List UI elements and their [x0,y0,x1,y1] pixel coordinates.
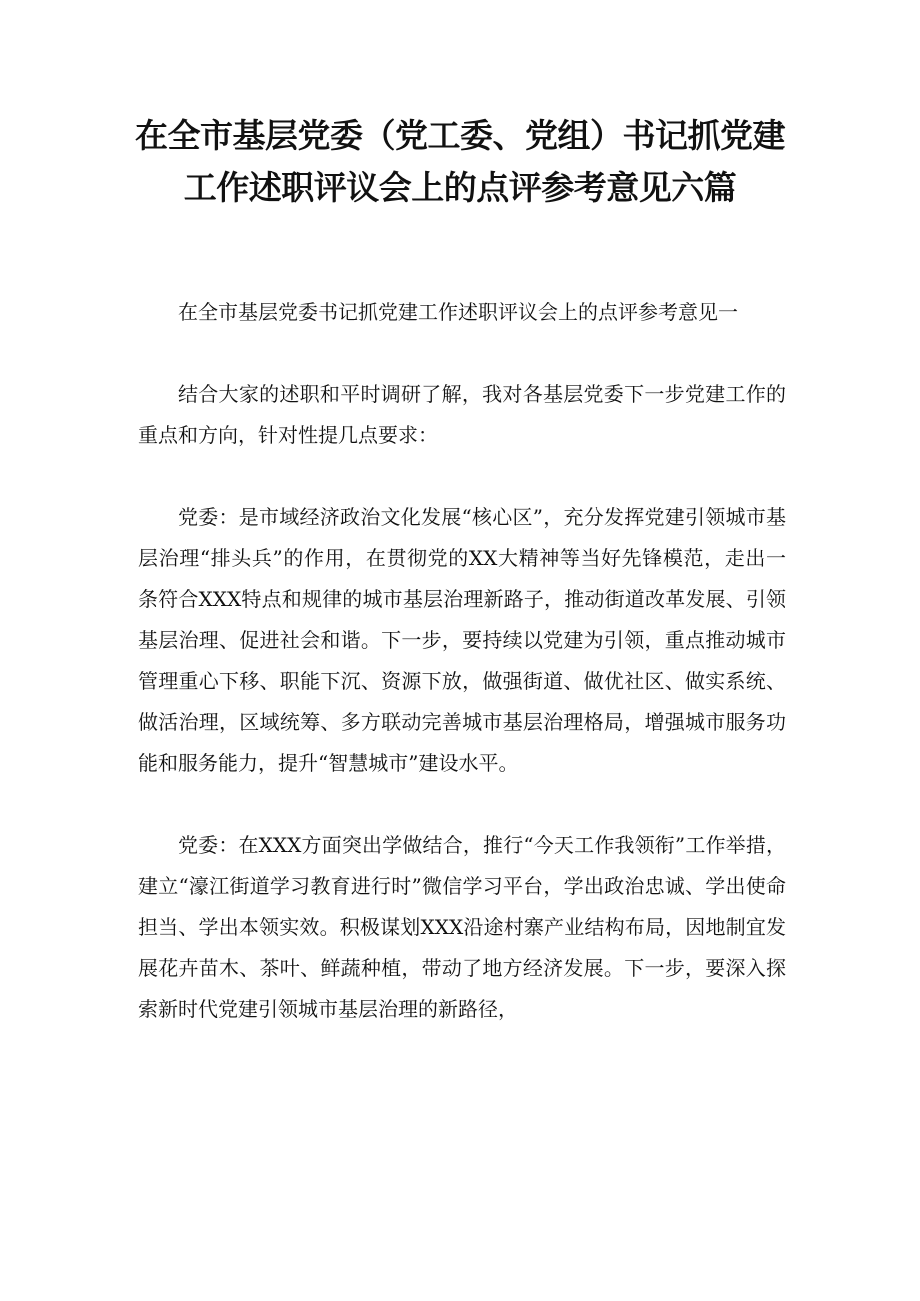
document-body [138,292,786,1030]
title-line-2: 工作述职评议会上的点评参考意见六篇 [183,168,737,207]
body-paragraph: 党委：是市域经济政治文化发展“核心区”，充分发挥党建引领城市基层治理“排头兵”的作用，在贯彻党的XX大精神等当好先锋模范，走出一条符合XXX特点和规律的城市基层治理新路子，推动街道改革发展、引领基层治理、促进社会和谐。下一步，要持续以党建为引领，重点推动城市管理重心下移、职能下沉、资源下放，做强街道、做优社区、做实系统、做活治理，区域统筹、多方联动完善城市基层治理格局，增强城市服务功能和服务能力，提升“智慧城市”建设水平。 [138,505,786,775]
intro-paragraph: 结合大家的述职和平时调研了解，我对各基层党委下一步党建工作的重点和方向，针对性提几点要求： [138,382,786,447]
title-line-1: 在全市基层党委（党工委、党组）书记抓党建 [135,116,785,155]
body-paragraph: 党委：在XXX方面突出学做结合，推行“今天工作我领衔”工作举措，建立“濠江街道学习教育进行时”微信学习平台，学出政治忠诚、学出使命担当、学出本领实效。积极谋划XXX沿途村寨产业结构布局，因地制宜发展花卉苗木、茶叶、鲜蔬种植，带动了地方经济发展。下一步，要深入探索新时代党建引领城市基层治理的新路径， [138,833,786,1021]
document-title [120,110,800,214]
section-heading: 在全市基层党委书记抓党建工作述职评议会上的点评参考意见一 [178,300,738,324]
